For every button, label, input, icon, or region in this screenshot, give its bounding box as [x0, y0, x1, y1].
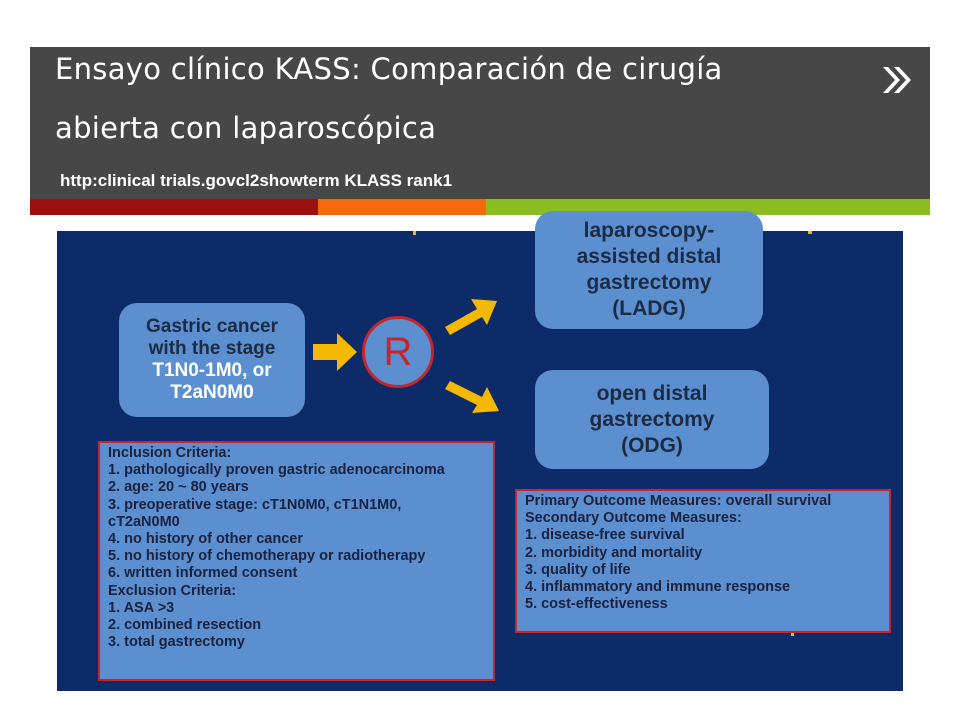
ladg-line-2: assisted distal — [576, 245, 722, 268]
gastric-line-2: with the stage — [148, 338, 276, 359]
gastric-line-1: Gastric cancer — [145, 316, 279, 337]
arrow-to-ladg — [445, 299, 497, 335]
criteria-line: 6. written informed consent — [108, 565, 298, 582]
odg-line-3: (ODG) — [621, 433, 683, 457]
gastric-line-4: T2aN0M0 — [170, 382, 254, 403]
accent-bar-red — [30, 199, 318, 215]
criteria-line: 4. no history of other cancer — [108, 531, 303, 548]
criteria-line: 2. combined resection — [108, 617, 262, 634]
criteria-line: Exclusion Criteria: — [108, 582, 237, 599]
ladg-box — [535, 211, 763, 329]
outcome-line: 3. quality of life — [525, 561, 631, 578]
ladg-line-1: laparoscopy- — [583, 219, 715, 242]
gastric-cancer-box — [119, 303, 305, 417]
title-bar — [30, 47, 930, 199]
outcome-line: Primary Outcome Measures: overall survival — [525, 493, 832, 509]
criteria-line: cT2aN0M0 — [108, 513, 180, 530]
outcome-measures-panel — [515, 489, 891, 633]
arrow-to-odg — [445, 381, 499, 413]
outcome-line: 5. cost-effectiveness — [525, 596, 668, 613]
odg-line-2: gastrectomy — [589, 407, 715, 431]
odg-line-1: open distal — [596, 381, 708, 405]
trial-flow-diagram — [57, 219, 903, 691]
arrow-to-randomization — [313, 333, 357, 371]
eligibility-criteria-panel — [98, 441, 495, 681]
odg-box — [535, 370, 769, 469]
outcome-line: 4. inflammatory and immune response — [525, 579, 791, 596]
criteria-line: 3. total gastrectomy — [108, 634, 245, 651]
outcome-line: 1. disease-free survival — [525, 527, 685, 544]
criteria-line: 5. no history of chemotherapy or radiotherapy — [108, 548, 426, 565]
accent-bar-orange — [318, 199, 486, 215]
outcome-line: Secondary Outcome Measures: — [525, 510, 742, 527]
criteria-line: 1. ASA >3 — [108, 599, 175, 616]
slide-title-line-1: Ensayo clínico KASS: Comparación de cirugía — [55, 52, 723, 86]
stray-mark-2 — [808, 231, 812, 234]
ladg-line-3: gastrectomy — [586, 271, 712, 294]
slide-title-line-2: abierta con laparoscópica — [55, 111, 437, 145]
criteria-line: 1. pathologically proven gastric adenocarcinoma — [108, 462, 445, 479]
double-chevron-right-icon — [878, 61, 916, 99]
gastric-line-3: T1N0-1M0, or — [152, 360, 272, 381]
outcome-line: 2. morbidity and mortality — [525, 544, 703, 561]
randomization-node: R — [362, 316, 434, 388]
ladg-line-4: (LADG) — [612, 297, 686, 320]
stray-mark-1 — [413, 231, 416, 235]
criteria-line: 2. age: 20 ~ 80 years — [108, 479, 249, 496]
criteria-line: Inclusion Criteria: — [108, 445, 232, 461]
criteria-line: 3. preoperative stage: cT1N0M0, cT1N1M0, — [108, 496, 402, 513]
slide-subtitle: http:clinical trials.govcl2showterm KLASS rank1 — [60, 171, 453, 190]
